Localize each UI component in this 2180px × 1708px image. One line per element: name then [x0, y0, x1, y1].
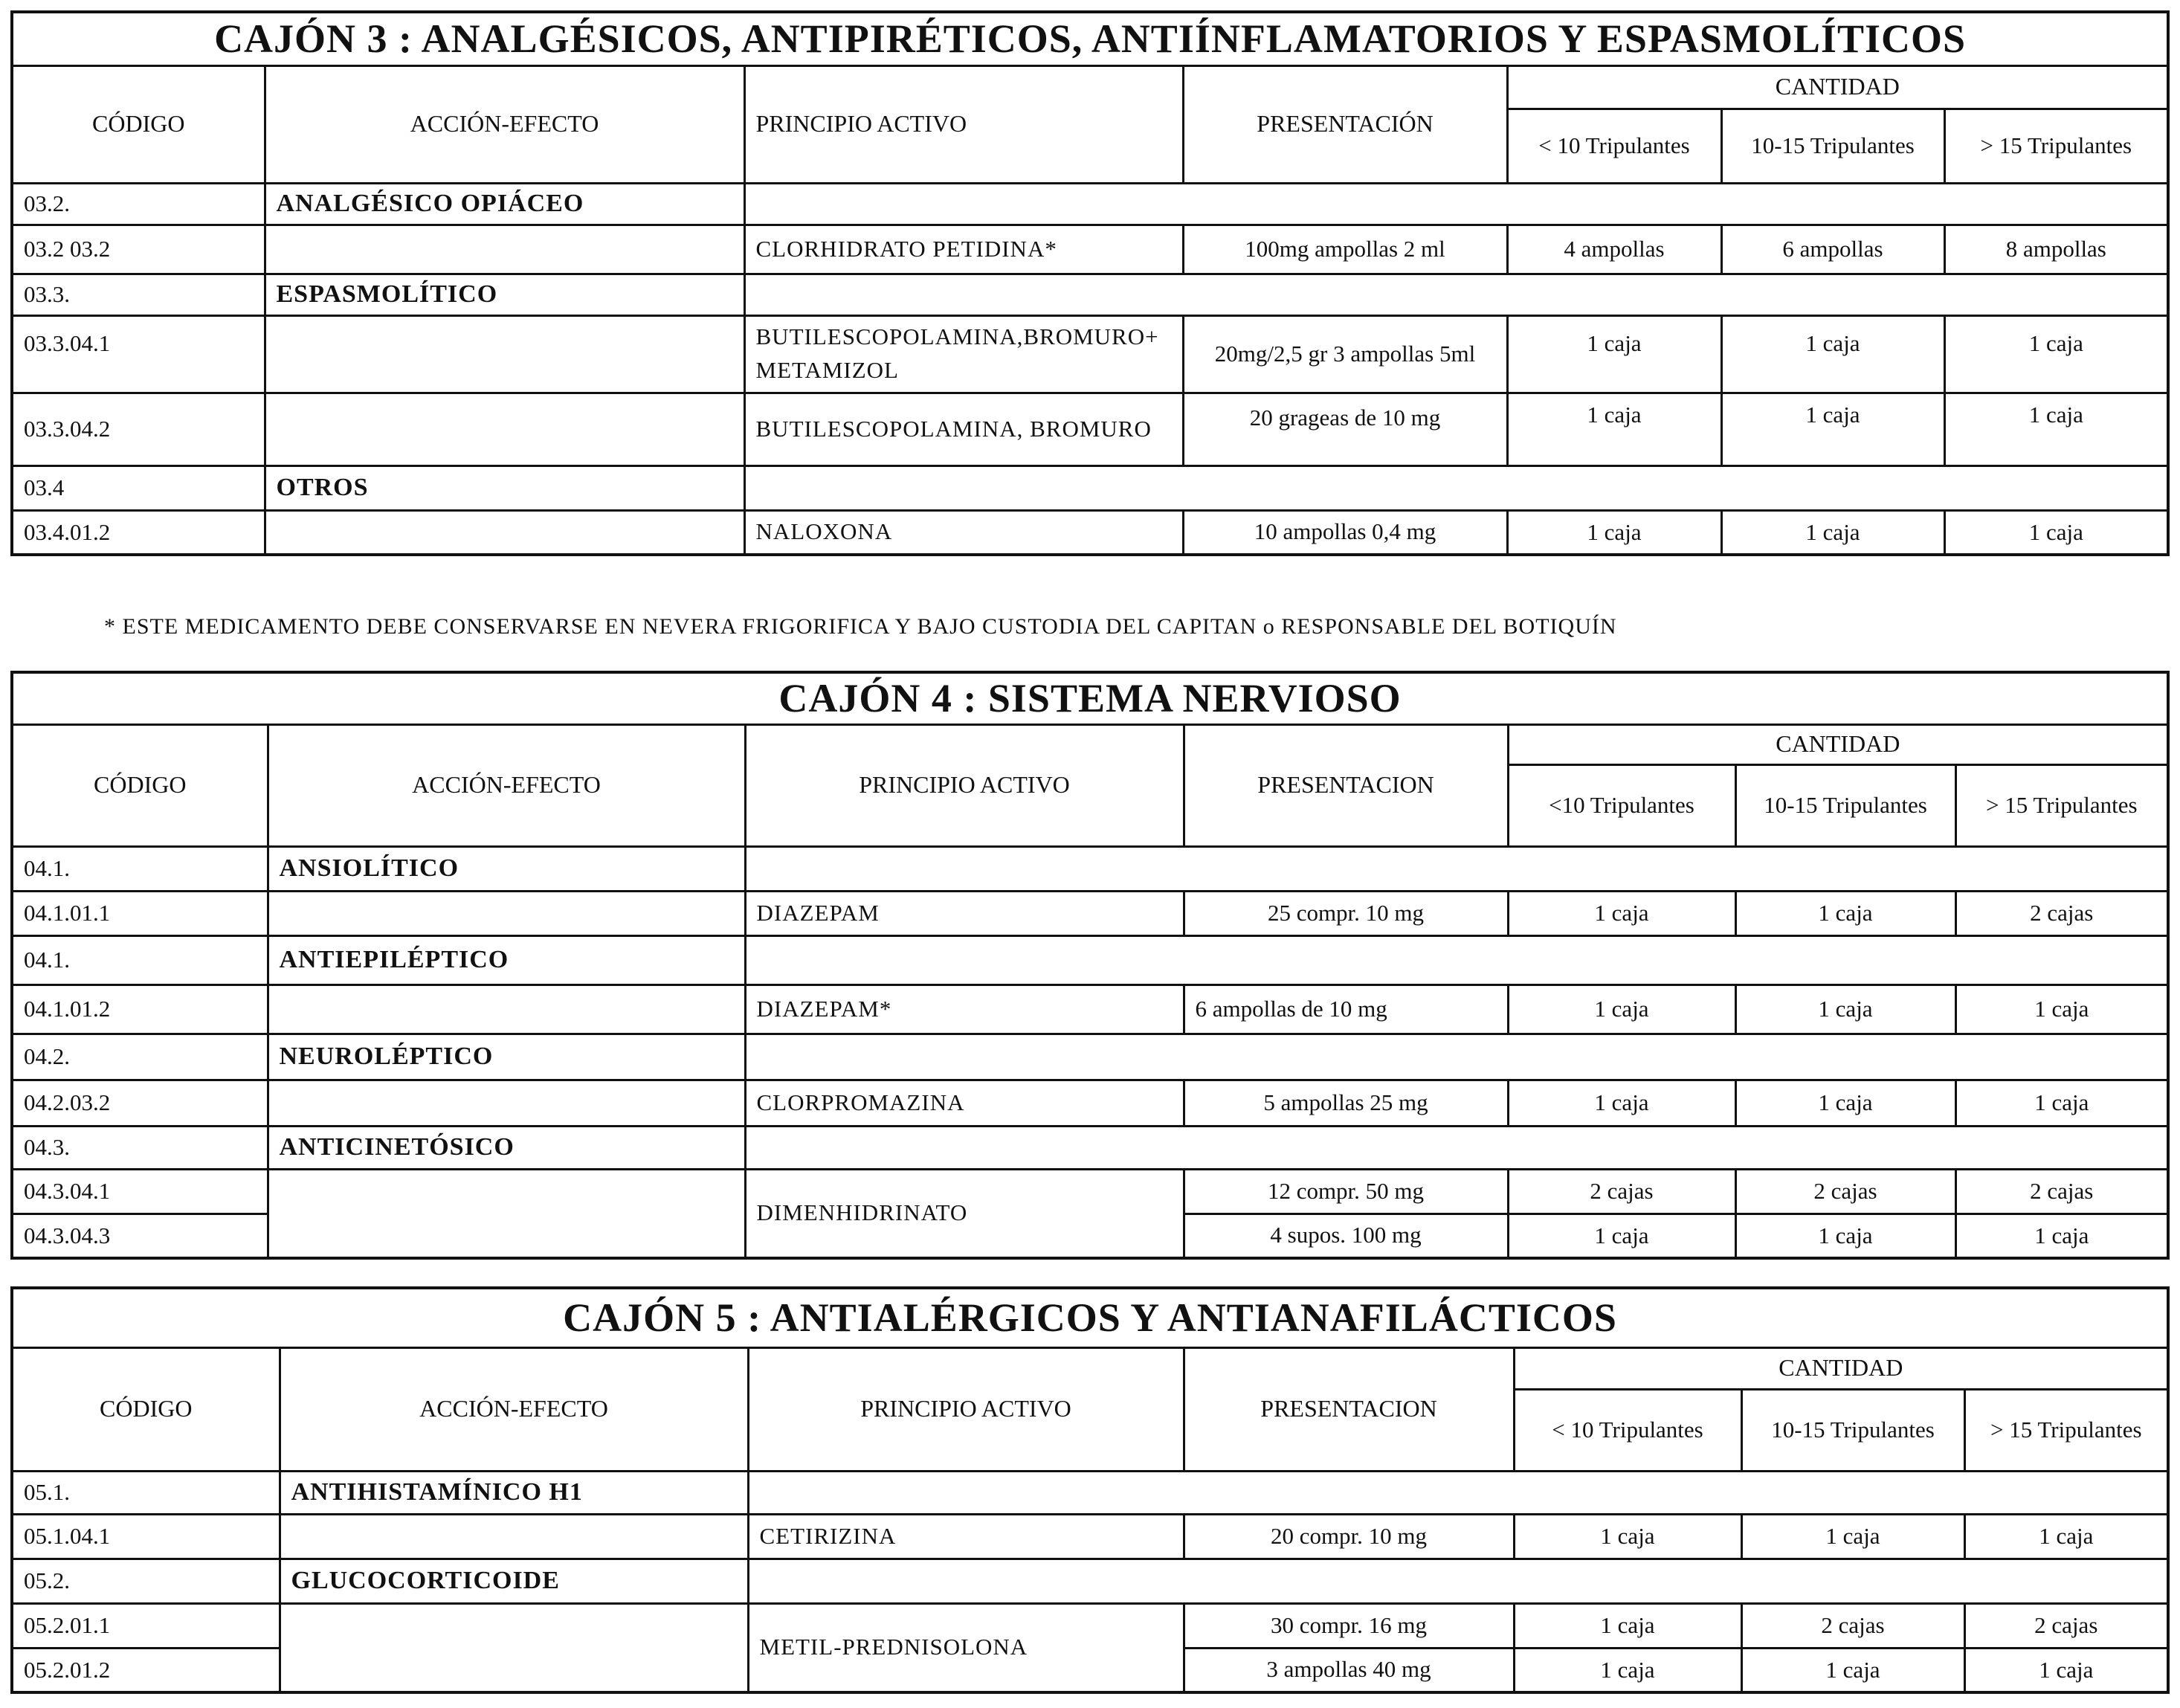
empty-cell [265, 393, 744, 465]
presentation-cell: 12 compr. 50 mg [1184, 1169, 1508, 1214]
action-cell: ANTICINETÓSICO [268, 1126, 745, 1169]
active-cell: NALOXONA [744, 510, 1183, 555]
empty-cell [744, 465, 2168, 510]
presentation-cell: 100mg ampollas 2 ml [1183, 225, 1507, 274]
table-row [12, 315, 2168, 393]
table-row [12, 510, 2168, 555]
active-cell: BUTILESCOPOLAMINA, BROMURO [744, 393, 1183, 465]
empty-cell [748, 1471, 2168, 1514]
table-row [12, 1514, 2168, 1559]
empty-cell [265, 225, 744, 274]
header-presentation: PRESENTACION [1184, 724, 1508, 846]
code-cell: 03.3.04.2 [12, 393, 265, 465]
table-row [12, 1126, 2168, 1169]
header-action: ACCIÓN-EFECTO [265, 65, 744, 183]
header-presentation: PRESENTACIÓN [1183, 65, 1507, 183]
code-cell: 04.3.04.1 [12, 1169, 268, 1214]
active-cell: CETIRIZINA [748, 1514, 1184, 1559]
action-cell: ANTIEPILÉPTICO [268, 935, 745, 984]
empty-cell [268, 1080, 745, 1126]
drawer-3-section [10, 10, 2167, 556]
empty-cell [748, 1559, 2168, 1603]
empty-cell [268, 1169, 745, 1258]
qty-cell: 1 caja [1955, 984, 2168, 1034]
qty-cell: 1 caja [1955, 1214, 2168, 1258]
empty-cell [744, 183, 2168, 225]
code-cell: 05.1.04.1 [12, 1514, 280, 1559]
header-presentation: PRESENTACION [1184, 1347, 1514, 1471]
qty-cell: 1 caja [1944, 393, 2168, 465]
qty-cell: 2 cajas [1955, 1169, 2168, 1214]
presentation-cell: 25 compr. 10 mg [1184, 891, 1508, 935]
empty-cell [745, 1126, 2168, 1169]
presentation-cell: 3 ampollas 40 mg [1184, 1648, 1514, 1692]
drawer-title: CAJÓN 4 : SISTEMA NERVIOSO [12, 672, 2168, 724]
code-cell: 03.2 03.2 [12, 225, 265, 274]
qty-cell: 6 ampollas [1721, 225, 1944, 274]
code-cell: 05.2.01.1 [12, 1603, 280, 1648]
presentation-cell: 20mg/2,5 gr 3 ampollas 5ml [1183, 315, 1507, 393]
drawer-3-table [10, 10, 2170, 556]
code-cell: 05.2. [12, 1559, 280, 1603]
action-cell: ESPASMOLÍTICO [265, 274, 744, 315]
empty-cell [745, 846, 2168, 891]
qty-cell: 1 caja [1944, 315, 2168, 393]
active-cell: CLORHIDRATO PETIDINA* [744, 225, 1183, 274]
qty-cell: 1 caja [1721, 393, 1944, 465]
action-cell: ANSIOLÍTICO [268, 846, 745, 891]
header-quantity: CANTIDAD [1514, 1347, 2168, 1389]
action-cell: NEUROLÉPTICO [268, 1034, 745, 1080]
action-cell: GLUCOCORTICOIDE [280, 1559, 748, 1603]
drawer-title: CAJÓN 5 : ANTIALÉRGICOS Y ANTIANAFILÁCTICOS [12, 1288, 2168, 1347]
header-q1: < 10 Tripulantes [1514, 1389, 1741, 1471]
qty-cell: 1 caja [1741, 1648, 1964, 1692]
code-cell: 03.2. [12, 183, 265, 225]
presentation-cell: 20 grageas de 10 mg [1183, 393, 1507, 465]
action-cell: ANTIHISTAMÍNICO H1 [280, 1471, 748, 1514]
table-row [12, 225, 2168, 274]
qty-cell: 2 cajas [1741, 1603, 1964, 1648]
header-code: CÓDIGO [12, 1347, 280, 1471]
empty-cell [745, 935, 2168, 984]
active-cell: METIL-PREDNISOLONA [748, 1603, 1184, 1692]
active-cell: DIAZEPAM* [745, 984, 1184, 1034]
drawer-title: CAJÓN 3 : ANALGÉSICOS, ANTIPIRÉTICOS, ANTIÍNFLAMATORIOS Y ESPASMOLÍTICOS [12, 12, 2168, 65]
empty-cell [268, 891, 745, 935]
qty-cell: 1 caja [1964, 1514, 2168, 1559]
code-cell: 03.4.01.2 [12, 510, 265, 555]
table-row [12, 465, 2168, 510]
qty-cell: 1 caja [1721, 510, 1944, 555]
qty-cell: 1 caja [1507, 315, 1721, 393]
presentation-cell: 6 ampollas de 10 mg [1184, 984, 1508, 1034]
code-cell: 04.1.01.2 [12, 984, 268, 1034]
qty-cell: 1 caja [1735, 984, 1955, 1034]
qty-cell: 1 caja [1944, 510, 2168, 555]
empty-cell [268, 984, 745, 1034]
action-cell: OTROS [265, 465, 744, 510]
presentation-cell: 4 supos. 100 mg [1184, 1214, 1508, 1258]
active-cell: BUTILESCOPOLAMINA,BROMURO+METAMIZOL [744, 315, 1183, 393]
qty-cell: 1 caja [1735, 1214, 1955, 1258]
table-row [12, 935, 2168, 984]
table-row [12, 393, 2168, 465]
code-cell: 04.2.03.2 [12, 1080, 268, 1126]
code-cell: 04.1.01.1 [12, 891, 268, 935]
code-cell: 03.3.04.1 [12, 315, 265, 393]
table-row [12, 891, 2168, 935]
active-cell: DIMENHIDRINATO [745, 1169, 1184, 1258]
qty-cell: 2 cajas [1735, 1169, 1955, 1214]
table-row [12, 1603, 2168, 1648]
presentation-cell: 5 ampollas 25 mg [1184, 1080, 1508, 1126]
table-row [12, 183, 2168, 225]
qty-cell: 1 caja [1508, 1080, 1735, 1126]
header-q2: 10-15 Tripulantes [1721, 109, 1944, 183]
header-quantity: CANTIDAD [1508, 724, 2168, 764]
table-row [12, 984, 2168, 1034]
table-row [12, 1471, 2168, 1514]
code-cell: 04.3.04.3 [12, 1214, 268, 1258]
qty-cell: 1 caja [1514, 1603, 1741, 1648]
qty-cell: 1 caja [1735, 891, 1955, 935]
qty-cell: 1 caja [1508, 984, 1735, 1034]
header-code: CÓDIGO [12, 724, 268, 846]
code-cell: 04.1. [12, 935, 268, 984]
header-q1: < 10 Tripulantes [1507, 109, 1721, 183]
qty-cell: 8 ampollas [1944, 225, 2168, 274]
empty-cell [745, 1034, 2168, 1080]
active-cell: DIAZEPAM [745, 891, 1184, 935]
header-action: ACCIÓN-EFECTO [268, 724, 745, 846]
code-cell: 04.1. [12, 846, 268, 891]
code-cell: 05.2.01.2 [12, 1648, 280, 1692]
code-cell: 04.3. [12, 1126, 268, 1169]
header-q2: 10-15 Tripulantes [1735, 764, 1955, 846]
qty-cell: 2 cajas [1955, 891, 2168, 935]
drawer-4-section [10, 671, 2167, 1260]
empty-cell [280, 1603, 748, 1692]
header-q3: > 15 Tripulantes [1955, 764, 2168, 846]
qty-cell: 1 caja [1741, 1514, 1964, 1559]
presentation-cell: 20 compr. 10 mg [1184, 1514, 1514, 1559]
header-q3: > 15 Tripulantes [1944, 109, 2168, 183]
qty-cell: 2 cajas [1508, 1169, 1735, 1214]
drawer-5-table [10, 1286, 2170, 1694]
qty-cell: 1 caja [1955, 1080, 2168, 1126]
table-row [12, 1169, 2168, 1214]
qty-cell: 4 ampollas [1507, 225, 1721, 274]
table-row [12, 1559, 2168, 1603]
qty-cell: 1 caja [1964, 1648, 2168, 1692]
header-active: PRINCIPIO ACTIVO [744, 65, 1183, 183]
code-cell: 05.1. [12, 1471, 280, 1514]
empty-cell [280, 1514, 748, 1559]
header-quantity: CANTIDAD [1507, 65, 2168, 109]
qty-cell: 1 caja [1508, 1214, 1735, 1258]
header-active: PRINCIPIO ACTIVO [745, 724, 1184, 846]
table-row [12, 1080, 2168, 1126]
table-row [12, 846, 2168, 891]
header-q3: > 15 Tripulantes [1964, 1389, 2168, 1471]
header-q1: <10 Tripulantes [1508, 764, 1735, 846]
table-row [12, 1034, 2168, 1080]
action-cell: ANALGÉSICO OPIÁCEO [265, 183, 744, 225]
qty-cell: 1 caja [1507, 393, 1721, 465]
table-row [12, 274, 2168, 315]
qty-cell: 1 caja [1721, 315, 1944, 393]
active-cell: CLORPROMAZINA [745, 1080, 1184, 1126]
qty-cell: 1 caja [1514, 1648, 1741, 1692]
empty-cell [265, 315, 744, 393]
qty-cell: 1 caja [1508, 891, 1735, 935]
header-code: CÓDIGO [12, 65, 265, 183]
footnote: * ESTE MEDICAMENTO DEBE CONSERVARSE EN NEVERA FRIGORIFICA Y BAJO CUSTODIA DEL CAPITAN o RESPONSABLE DEL BOTIQUÍN [104, 614, 1617, 639]
header-q2: 10-15 Tripulantes [1741, 1389, 1964, 1471]
header-action: ACCIÓN-EFECTO [280, 1347, 748, 1471]
drawer-4-table [10, 671, 2170, 1260]
qty-cell: 1 caja [1735, 1080, 1955, 1126]
code-cell: 04.2. [12, 1034, 268, 1080]
code-cell: 03.3. [12, 274, 265, 315]
presentation-cell: 10 ampollas 0,4 mg [1183, 510, 1507, 555]
qty-cell: 2 cajas [1964, 1603, 2168, 1648]
drawer-5-section [10, 1286, 2167, 1694]
code-cell: 03.4 [12, 465, 265, 510]
presentation-cell: 30 compr. 16 mg [1184, 1603, 1514, 1648]
qty-cell: 1 caja [1507, 510, 1721, 555]
qty-cell: 1 caja [1514, 1514, 1741, 1559]
header-active: PRINCIPIO ACTIVO [748, 1347, 1184, 1471]
empty-cell [265, 510, 744, 555]
empty-cell [744, 274, 2168, 315]
